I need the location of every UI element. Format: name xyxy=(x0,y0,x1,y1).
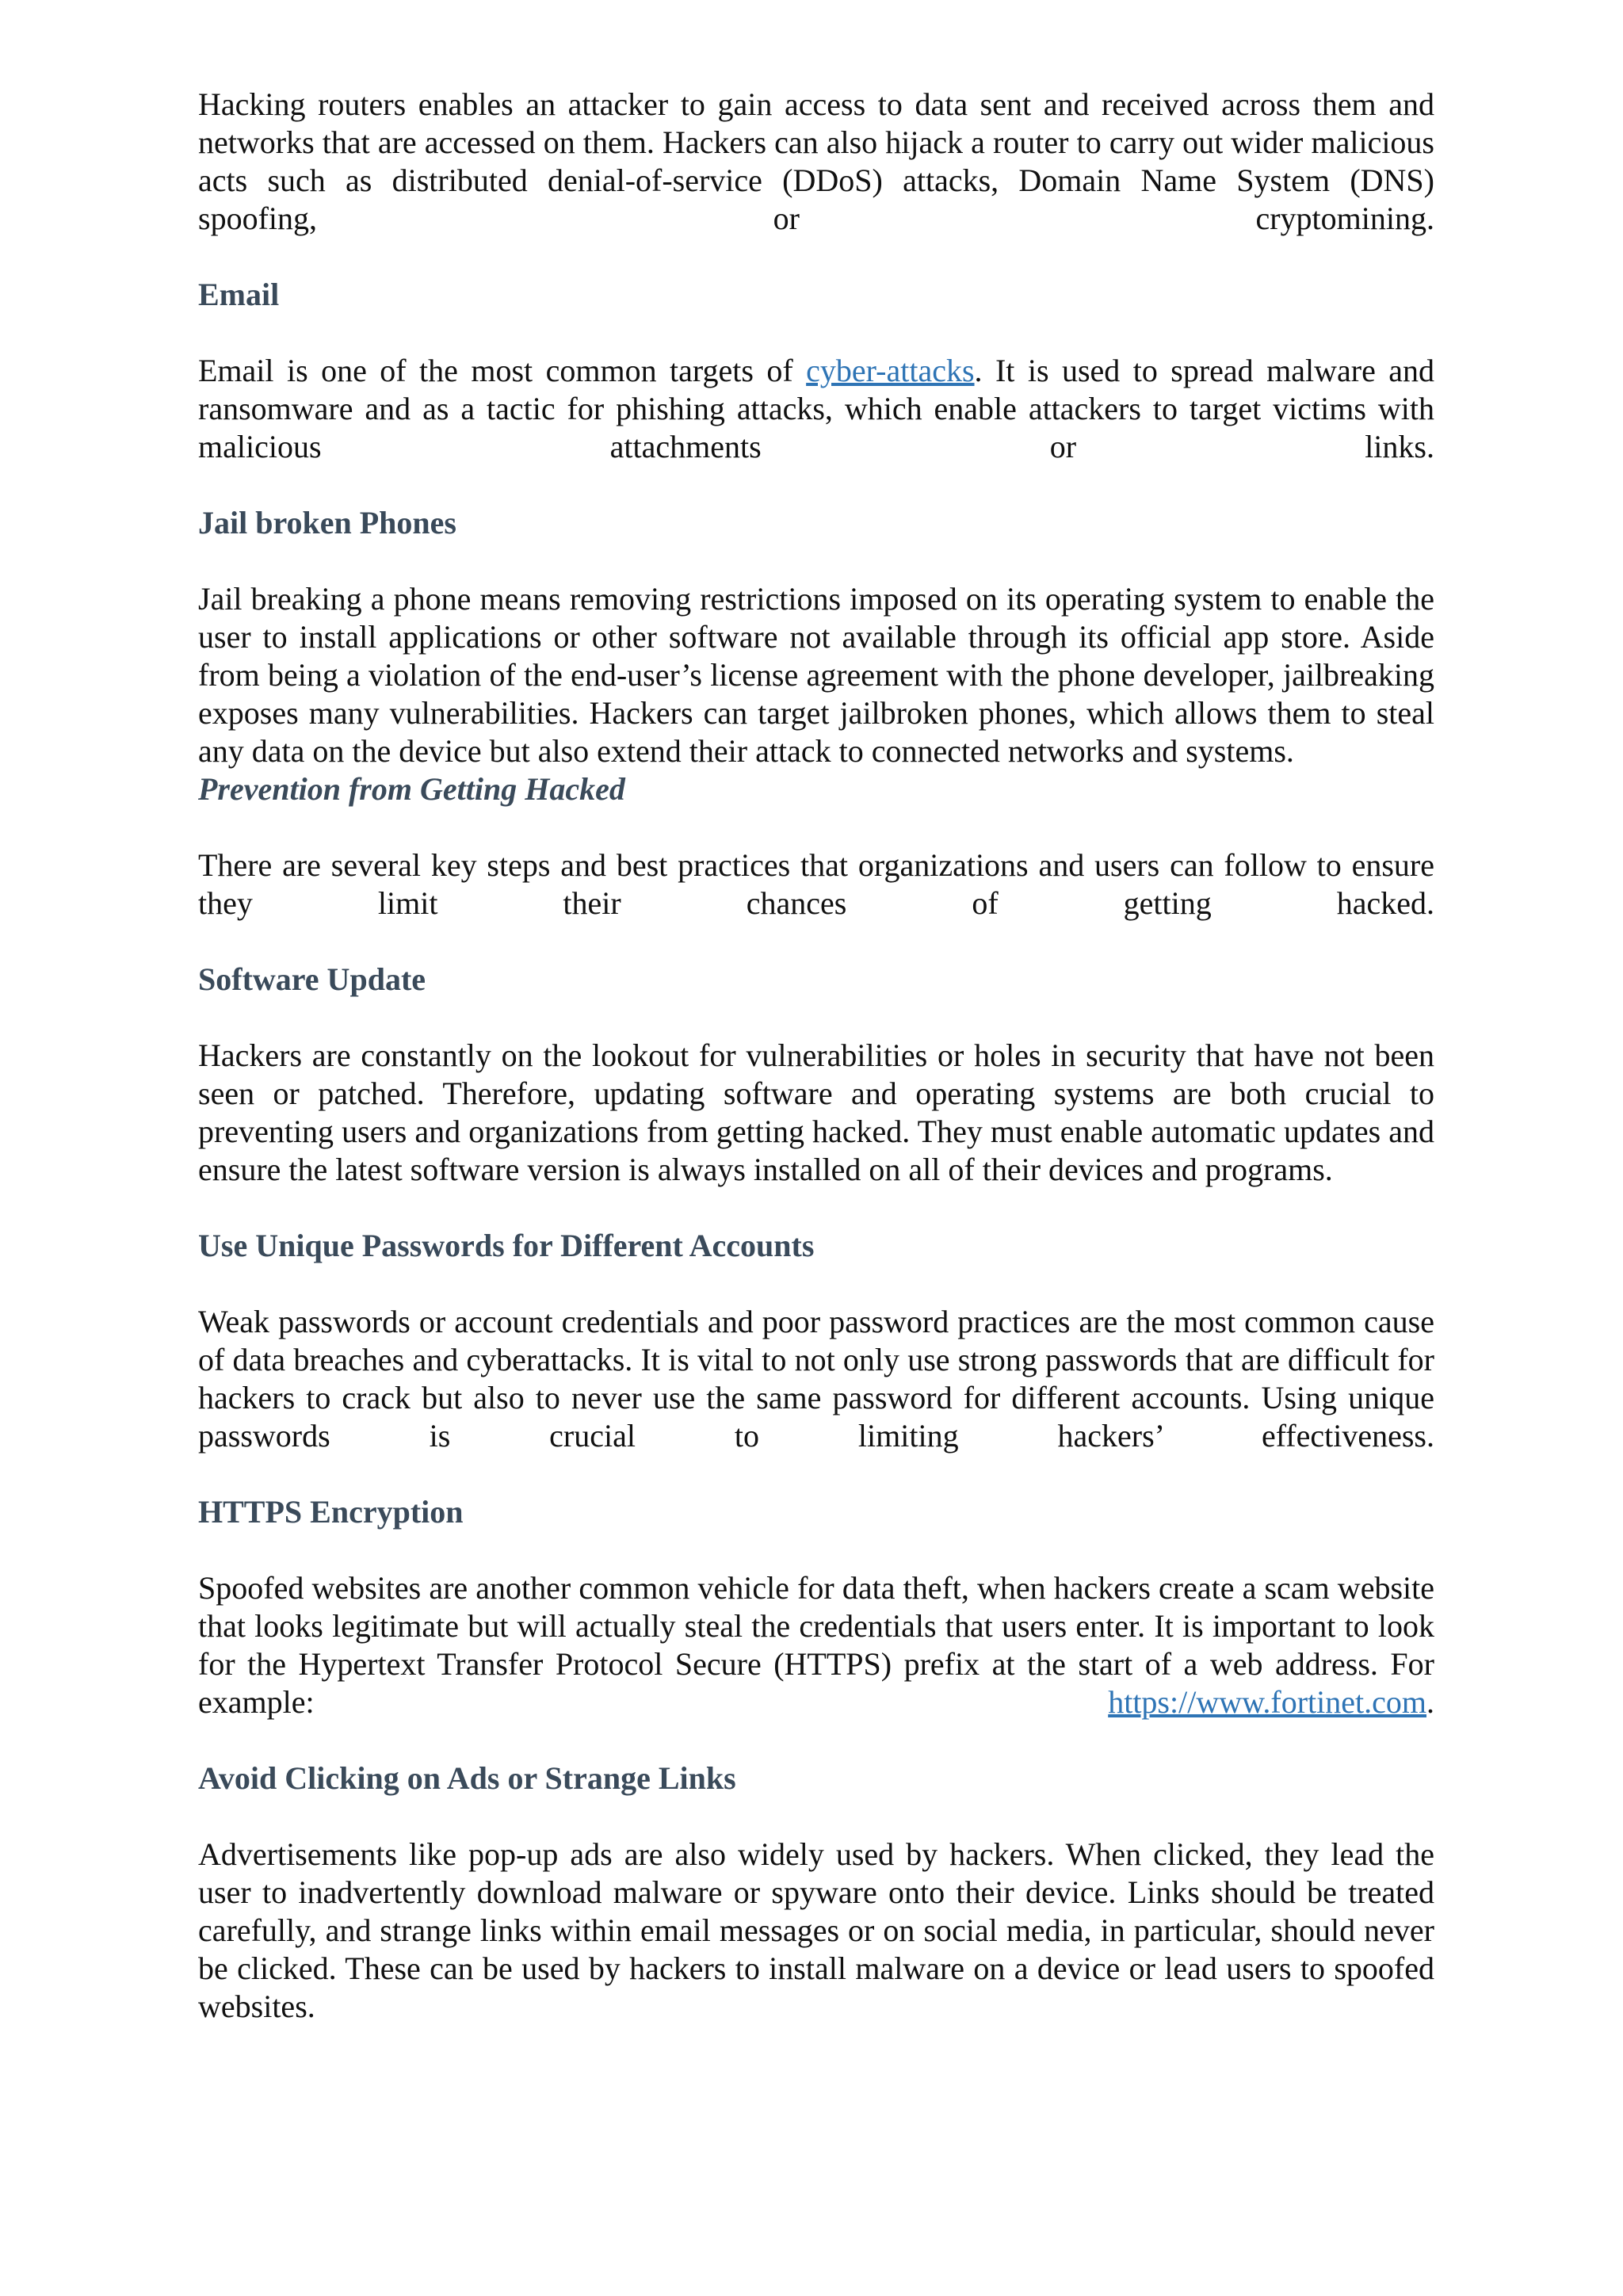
section-heading-jailbroken-phones: Jail broken Phones xyxy=(198,505,456,541)
software-update-paragraph: Hackers are constantly on the lookout for vulnerabilities or holes in security that have not been seen or patched. Therefore, updating software and operating systems are both crucial to preventing users and organizations from getting hacked. They must enable automatic updates and ensure the latest software version is always installed on all of their devices and programs. xyxy=(198,1037,1434,1187)
section-heading-software-update: Software Update xyxy=(198,961,426,997)
intro-paragraph: Hacking routers enables an attacker to gain access to data sent and received across them and networks that are accessed on them. Hackers can also hijack a router to carry out wider malicious acts such as distributed denial-of-service (DDoS) attacks, Domain Name System (DNS) spoofing, or cryptomining. xyxy=(198,86,1434,236)
https-text-start: Spoofed websites are another common vehicle for data theft, when hackers create a scam website that looks legitimate but will actually steal the credentials that users enter. It is important to look for the Hypertext Transfer Protocol Secure (HTTPS) prefix at the start of a web address. For example: xyxy=(198,1570,1434,1720)
fortinet-link[interactable]: https://www.fortinet.com xyxy=(1108,1684,1426,1720)
prevention-paragraph: There are several key steps and best practices that organizations and users can follow to ensure they limit their chances of getting hacked. xyxy=(198,847,1434,921)
section-heading-prevention: Prevention from Getting Hacked xyxy=(198,771,625,807)
section-heading-unique-passwords: Use Unique Passwords for Different Accounts xyxy=(198,1228,815,1263)
avoid-ads-paragraph: Advertisements like pop-up ads are also widely used by hackers. When clicked, they lead the user to inadvertently download malware or spyware onto their device. Links should be treated carefully, and strange links within email messages or on social media, in particular, should never be clicked. These can be used by hackers to install malware on a device or lead users to spoofed websites. xyxy=(198,1836,1434,2024)
section-heading-https-encryption: HTTPS Encryption xyxy=(198,1494,464,1530)
unique-passwords-paragraph: Weak passwords or account credentials and poor password practices are the most common cause of data breaches and cyberattacks. It is vital to not only use strong passwords that are difficult for hackers to crack but also to never use the same password for different accounts. Using unique passwords is crucial to limiting hackers’ effectiveness. xyxy=(198,1304,1434,1454)
section-heading-avoid-ads: Avoid Clicking on Ads or Strange Links xyxy=(198,1760,736,1796)
email-text-end: . It is used to spread malware and ransomware and as a tactic for phishing attacks, which enable attackers to target victims with malicious attachments or links. xyxy=(198,353,1435,464)
jailbroken-phones-paragraph: Jail breaking a phone means removing restrictions imposed on its operating system to enable the user to install applications or other software not available through its official app store. Aside from being a violation of the end-user’s license agreement with the phone developer, jailbreaking exposes many vulnerabilities. Hackers can target jailbroken phones, which allows them to steal any data on the device but also extend their attack to connected networks and systems. xyxy=(198,581,1434,769)
section-heading-email: Email xyxy=(198,277,280,312)
https-encryption-paragraph xyxy=(198,1569,1434,1721)
email-paragraph xyxy=(198,352,1434,466)
email-text-start: Email is one of the most common targets of xyxy=(198,353,807,388)
document-page xyxy=(198,86,1434,2026)
cyber-attacks-link[interactable]: cyber-attacks xyxy=(806,353,975,388)
https-text-end: . xyxy=(1426,1684,1434,1720)
